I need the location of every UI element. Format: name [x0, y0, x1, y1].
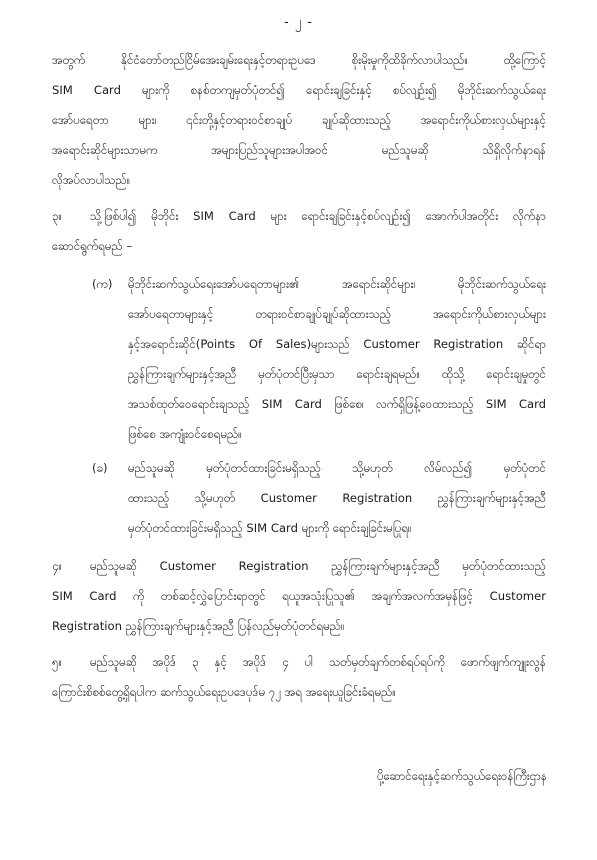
- paragraph-line: သို့ဖြစ်ပါ၍ မိုဘိုင်း SIM Card များ ရောင်းချခြင်းနှင့်စပ်လျဉ်း၍ အောက်ပါအတိုင်း လိုက်နာ: [90, 209, 546, 223]
- sub-item-label: (ခ): [92, 461, 108, 475]
- sub-item-line: အသစ်ထုတ်ဝေရောင်းချသည့် SIM Card ဖြစ်စေ၊ လက်ရှိဖြန့်ဝေထားသည့် SIM Card: [128, 397, 546, 411]
- paragraph-line: ဆောင်ရွက်ရမည် –: [52, 239, 133, 253]
- intro-line: SIM Card များကို စနစ်တကျမှတ်ပုံတင်၍ ရောင်းချခြင်းနှင့် စပ်လျဉ်း၍ မိုဘိုင်းဆက်သွယ်ရေး: [52, 83, 546, 97]
- sub-item-line: ညွှန်ကြားချက်များနှင့်အညီ မှတ်ပုံတင်ပြီးမှသာ ရောင်းချရမည်။ ထိုသို့ ရောင်းချမှုတွင်: [128, 367, 546, 381]
- sub-item-line: မိုဘိုင်းဆက်သွယ်ရေးအော်ပရေတာများ၏ အရောင်းဆိုင်များ၊ မိုဘိုင်းဆက်သွယ်ရေး: [128, 277, 546, 291]
- intro-line: အတွက် နိုင်ငံတော်တည်ငြိမ်အေးချမ်းရေးနှင့်တရားဥပဒေ စိုးမိုးမှုကိုထိခိုက်လာပါသည်။ ထို့ကြောင့်: [52, 53, 546, 67]
- page-number: - ၂ -: [283, 15, 314, 30]
- paragraph-line: မည်သူမဆို Customer Registration ညွှန်ကြားချက်များနှင့်အညီ မှတ်ပုံတင်ထားသည့်: [90, 559, 546, 573]
- paragraph-line: ကြောင်းစိစစ်တွေ့ရှိရပါက ဆက်သွယ်ရေးဥပဒေပုဒ်မ ၇၂ အရ အရေးယူခြင်းခံရမည်။: [52, 685, 396, 699]
- intro-line: အော်ပရေတာ များ၊ ၎င်းတို့နှင့်တရားဝင်စာချုပ် ချုပ်ဆိုထားသည့် အရောင်းကိုယ်စားလှယ်များနှင့်: [52, 113, 546, 127]
- sub-item-label: (က): [92, 277, 113, 291]
- paragraph-number: ၃။: [52, 209, 63, 223]
- sub-item-line: နှင့်အရောင်းဆိုင်(Points Of Sales)များသည် Customer Registration ဆိုင်ရာ: [128, 337, 546, 351]
- paragraph-line: Registration ညွှန်ကြားချက်များနှင့်အညီ ပြန်လည်မှတ်ပုံတင်ရမည်။: [52, 619, 345, 633]
- issuing-ministry-signature: ပို့ဆောင်ရေးနှင့်ဆက်သွယ်ရေးဝန်ကြီးဌာန: [376, 769, 547, 783]
- intro-line: အရောင်းဆိုင်များသာမက အများပြည်သူများအပါအဝင် မည်သူမဆို သိရှိလိုက်နာရန်: [52, 143, 546, 157]
- intro-line: လိုအပ်လာပါသည်။: [52, 173, 131, 187]
- paragraph-line: SIM Card ကို တစ်ဆင့်လွှဲပြောင်းရာတွင် ရယူအသုံးပြုသူ၏ အချက်အလက်အမှန်ဖြင့် Customer: [52, 589, 546, 603]
- paragraph-number: ၄။: [52, 559, 63, 573]
- sub-item-line: ဖြစ်စေ အကျုံးဝင်စေရမည်။: [128, 427, 242, 441]
- sub-item-line: ထားသည့် သို့မဟုတ် Customer Registration ညွှန်ကြားချက်များနှင့်အညီ: [128, 491, 546, 505]
- sub-item-line: မှတ်ပုံတင်ထားခြင်းမရှိသည့် SIM Card များကို ရောင်းချခြင်းမပြုရ။: [128, 521, 412, 535]
- paragraph-number: ၅။: [52, 655, 63, 669]
- sub-item-line: အော်ပရေတာများနှင့် တရားဝင်စာချုပ်ချုပ်ဆိုထားသည့် အရောင်းကိုယ်စားလှယ်များ: [128, 307, 546, 321]
- paragraph-line: မည်သူမဆို အပိုဒ် ၃ နှင့် အပိုဒ် ၄ ပါ သတ်မှတ်ချက်တစ်ရပ်ရပ်ကို ဖောက်ဖျက်ကျူးလွန်: [90, 655, 546, 669]
- sub-item-line: မည်သူမဆို မှတ်ပုံတင်ထားခြင်းမရှိသည့် သို့မဟုတ် လိမ်လည်၍ မှတ်ပုံတင်: [128, 461, 546, 475]
